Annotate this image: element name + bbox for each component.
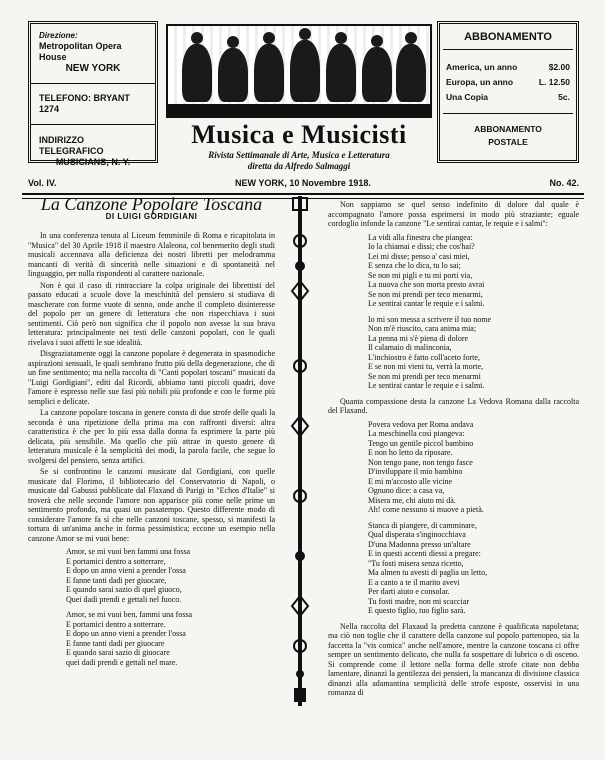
- article-byline: DI LUIGI GORDIGIANI: [105, 211, 198, 221]
- price-row: [440, 75, 576, 90]
- editor-line: diretta da Alfredo Salmaggi: [247, 161, 351, 171]
- verse-line: Non m'è riuscito, cara anima mia;: [368, 324, 477, 333]
- verse-line: Lei mi disse; penso a' casi miei,: [368, 251, 470, 261]
- verse-line: Ognuno dice: a casa va,: [368, 486, 445, 495]
- price-value: $2.00: [548, 62, 570, 72]
- paragraph: La canzone popolare toscana in genere consta di due strofe delle quali la seconda è una ripetizione della prima ma con raffronti diversi: altra caratteristica è che per lo più essa dalla donna fa esprimere la parte più delicata, più sensibile. Ma quello che più attrae in questo genere di letteratura musicale è la semplicità dei modi, la parola facile, che segue lo svolgersi del pensiero, senza artifici.: [28, 408, 275, 465]
- article-column-left: [28, 194, 275, 673]
- verse: [368, 315, 579, 391]
- direction-city: NEW YORK: [65, 63, 121, 74]
- verse-line: E quando sarai sazio di giuocare: [66, 648, 170, 657]
- verse-line: Per darti aiuto e consolar.: [368, 587, 450, 596]
- postal-label-2: POSTALE: [488, 137, 528, 147]
- verse-line: Amor, se mi vuoi ben fammi una fossa: [66, 547, 191, 556]
- verse-line: Ma almen tu avesti di paglia un letto,: [368, 568, 488, 577]
- verse-line: Qual disperata s'inginocchiava: [368, 530, 466, 539]
- verse-line: Io la chiamai e dissi; che cos'hai?: [368, 242, 475, 251]
- masthead-title: Musica e Musicisti: [191, 120, 407, 149]
- telegraph-label: INDIRIZZO TELEGRAFICO: [39, 135, 104, 156]
- dateline: [28, 178, 579, 192]
- price-label: Europa, un anno: [446, 77, 514, 87]
- price-label: America, un anno: [446, 62, 518, 72]
- verse-line: E mi m'accosto alle vicine: [368, 476, 453, 486]
- telephone: TELEFONO: BRYANT 1274: [39, 93, 130, 114]
- verse-line: Tu fosti madre, non mi scacciar: [368, 596, 470, 606]
- verse-line: D'una Madonna presso un'altare: [368, 539, 471, 549]
- verse: [368, 233, 579, 309]
- verse-line: La vidi alla finestra che piangea:: [368, 232, 473, 242]
- masthead-subtitle: [166, 150, 432, 172]
- article-column-right: [328, 200, 579, 700]
- verse-line: Misera me, chi aiuto mi dà.: [368, 495, 456, 505]
- ornamental-divider: [287, 196, 313, 706]
- price-row: [440, 60, 576, 75]
- verse-line: E senza che lo dica, tu lo sai;: [368, 261, 461, 270]
- paragraph: In una conferenza tenuta al Liceum femminile di Roma e ricapitolata in "Musica" del 30 Aprile 1918 il maestro Alaleona, col benemerito degli studi musicali accennava alla deficienza dei nostri libretti per melodramma mancanti di verità di sincerità nelle situazioni e di spontaneità nel linguaggio, per nulla rispondenti al carattere nazionale.: [28, 231, 275, 278]
- verse-line: E non ho letto da riposare.: [368, 448, 453, 457]
- subscription-title: ABBONAMENTO: [443, 24, 573, 50]
- verse-line: quei dadi prendi e gettali nel mare.: [66, 657, 178, 667]
- verse-line: Il calamaio di malinconia,: [368, 343, 452, 352]
- verse-line: Se non mi prendi per teco menarmi: [368, 371, 481, 381]
- verse: [368, 521, 579, 616]
- verse-line: Ah! come nessuno si muove a pietà.: [368, 505, 484, 514]
- issue-number: No. 42.: [549, 178, 579, 188]
- verse: [368, 420, 579, 515]
- price-label: Una Copia: [446, 92, 489, 102]
- verse-line: La nuova che son morta presto avrai: [368, 280, 485, 289]
- verse-line: "Tu fosti misera senza ricetto,: [368, 558, 464, 568]
- masthead-illustration: [166, 24, 432, 118]
- verse-line: Stanca di piangere, di camminare,: [368, 520, 477, 530]
- verse-line: E questo figlio, tuo figlio sarà.: [368, 606, 466, 615]
- verse-line: Le sentirai cantar le requie e i salmi.: [368, 299, 485, 308]
- subtitle-line: Rivista Settimanale di Arte, Musica e Letteratura: [208, 150, 390, 160]
- verse-line: Se non mi prendi per teco menarmi,: [368, 289, 483, 299]
- verse: [66, 547, 275, 604]
- verse-line: E quando sarai sazio di quel giuoco,: [66, 585, 182, 594]
- paragraph: Non sappiamo se quel senso indefinito di dolore dal quale è accompagnato l'amore possa esprimersi in modo più straziante; eguale cordoglio infonde la canzone "Le sentirai cantar, le requie e i salmi":: [328, 200, 579, 228]
- verse-line: E in questi accenti diessi a pregare:: [368, 549, 481, 558]
- direction-label: Direzione:: [39, 31, 78, 40]
- subscription-box: [437, 21, 579, 163]
- verse-line: Se non mi pigli e tu mi porti via,: [368, 270, 473, 280]
- price-value: L. 12.50: [538, 77, 570, 87]
- verse-line: L'inchiostro è fatto coll'aceto forte,: [368, 352, 480, 362]
- paragraph: Quanta compassione desta la canzone La Vedova Romana dalla raccolta del Flaxand.: [328, 396, 579, 415]
- verse-line: E a canto a te il marito avevi: [368, 577, 460, 587]
- verse-line: D'inviluppare il mio bambino: [368, 467, 463, 476]
- verse-line: Amor, se mi vuoi ben, fammi una fossa: [66, 610, 193, 619]
- verse-line: Tengo un gentile piccol bambino: [368, 438, 474, 448]
- verse-line: E se non mi vieni tu, verrà la morte,: [368, 362, 484, 371]
- paragraph: Non è qui il caso di rintracciare la colpa originale dei librettisti del passato educati a scuole dove la meschinità del pensiero si studiava di mascherare con forme vuote di senno, onde anche il completo disinteresse del popolo per un genere di letteratura che non rispecchiava i suoi sentimenti. Ciò però non significa che il popolo non avesse la sua brava letteratura: principalmente nei testi delle canzoni popolari, con le quali rivelava i suoi affetti le sue idealità.: [28, 280, 275, 347]
- verse-line: E fanne tanti dadi per giuocare,: [66, 575, 167, 585]
- verse-line: Quei dadi prendi e gettali nel fuoco.: [66, 594, 182, 604]
- price-value: 5c.: [558, 92, 570, 102]
- verse-line: Io mi son messa a scrivere il tuo nome: [368, 314, 492, 324]
- paragraph: Nella raccolta del Flaxaud la predetta canzone è qualificata napoletana; ma ciò non toglie che il carattere della canzone sul popolo partenopeo, sia la faccetta la "vis comica" anche nell'amore, mentre la canzone toscana ci offre sempre un sentimento delicato, che nulla fa sospettare di lubrico o di osceno. Si comprende come il lettore nella forma delle strofe citate non debba lamentare, dinanzi la gentilezza dei pensieri, la mancanza di divisione classica dinanzi alla adamantina semplicità delle strofe esposte, osservisi in una romanza di: [328, 621, 579, 697]
- article-title: La Canzone Popolare Toscana: [40, 194, 263, 214]
- issue-date: NEW YORK, 10 Novembre 1918.: [235, 178, 371, 188]
- verse-line: Non tengo pane, non tengo fasce: [368, 457, 473, 467]
- masthead-direction-box: [28, 21, 158, 167]
- verse-line: Povera vedova per Roma andava: [368, 419, 474, 429]
- verse-line: E portamici dentro a sotterrare,: [66, 556, 166, 566]
- paragraph: Disgraziatamente oggi la canzone popolare è degenerata in spasmodiche aspirazioni sensuali, le quali sembrano frutto più della degenerazione, che di un fine sentimento; ma nella raccolta di "Canti popolari toscani" musicati da "Luigi Gordigiani", editi dal Ricordi, abbiamo tanti piccoli quadri, dove l'amore è espresso nelle sue fasi più nobili più profonde e con le forme più semplici e delicate.: [28, 349, 275, 406]
- paragraph: Se si confrontino le canzoni musicate dal Gordigiani, con quelle musicate dal Florimo, il bibliotecario del Conservatorio di Napoli, o musicate dal Gabussi pubblicate dal Flaxand di Parigi in "Echos d'Italie" si troverà che nelle seconde l'amore non apparisce più come nelle prime un sentimento profondo, ma quasi un passatempo. Questo differente modo di considerare l'amore fa sì che nelle canzoni toscane, spesso, si manifesti la tortura di un'anima anche in forma pessimistica; eccone un esempio nella canzone Amor se mi vuoi bene:: [28, 467, 275, 543]
- verse-line: E portamici dentro a sotterrare.: [66, 619, 166, 629]
- price-row: [440, 90, 576, 105]
- verse-line: E dopo un anno vieni a prender l'ossa: [66, 629, 186, 638]
- verse-line: Le sentirai cantar le requie e i salmi.: [368, 381, 485, 390]
- direction-address: Metropolitan Opera House: [39, 41, 122, 62]
- verse-line: La meschinella così piangeva:: [368, 429, 465, 438]
- volume: Vol. IV.: [28, 178, 57, 188]
- verse: [66, 610, 275, 667]
- postal-label: ABBONAMENTO: [474, 124, 542, 134]
- verse-line: E dopo un anno vieni a prender l'ossa: [66, 566, 186, 575]
- verse-line: E fanne tanti dadi per giuocare: [66, 638, 165, 648]
- telegraph-address: MUSICIANS, N. Y.: [55, 157, 131, 167]
- verse-line: La penna mi s'è piena di dolore: [368, 333, 469, 343]
